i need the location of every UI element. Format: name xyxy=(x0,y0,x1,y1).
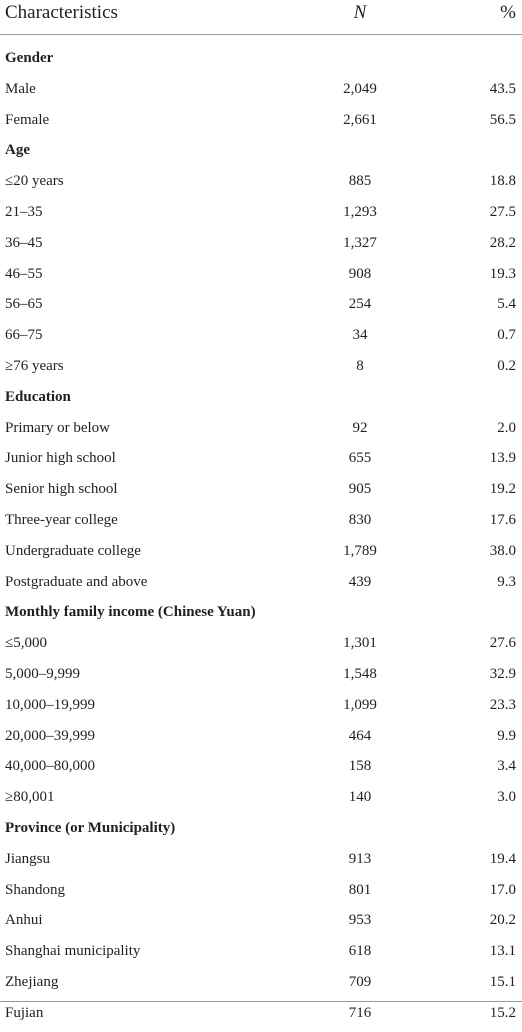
section-heading-row xyxy=(0,385,522,416)
row-label: Junior high school xyxy=(5,450,116,467)
row-percent-value: 15.1 xyxy=(489,973,516,990)
table-row xyxy=(0,785,522,816)
table-row xyxy=(0,446,522,477)
row-n-value: 140 xyxy=(348,789,372,806)
row-percent-value: 19.2 xyxy=(489,481,516,498)
header-percent: % xyxy=(500,2,516,23)
row-percent-value: 20.2 xyxy=(489,912,516,929)
row-percent-value: 19.3 xyxy=(489,265,516,282)
row-n-value: 830 xyxy=(348,511,372,528)
row-percent-value: 0.2 xyxy=(497,357,516,374)
row-label: ≥80,001 xyxy=(5,789,55,806)
table-row xyxy=(0,970,522,1001)
table-row xyxy=(0,77,522,108)
table-row xyxy=(0,200,522,231)
row-n-value: 1,301 xyxy=(343,635,377,652)
row-n-value: 464 xyxy=(348,727,372,744)
row-n-value: 801 xyxy=(348,881,372,898)
section-label: Province (or Municipality) xyxy=(5,819,176,836)
row-label: 10,000–19,999 xyxy=(5,696,95,713)
row-n-value: 709 xyxy=(348,973,372,990)
row-n-value: 1,789 xyxy=(343,542,377,559)
row-label: Senior high school xyxy=(5,481,118,498)
table-row xyxy=(0,878,522,909)
section-label: Monthly family income (Chinese Yuan) xyxy=(5,604,256,621)
row-n-value: 8 xyxy=(356,357,364,374)
row-label: 36–45 xyxy=(5,234,43,251)
row-percent-value: 0.7 xyxy=(497,327,516,344)
row-n-value: 618 xyxy=(348,943,372,960)
table-row xyxy=(0,754,522,785)
row-percent-value: 28.2 xyxy=(489,234,516,251)
section-heading-row xyxy=(0,138,522,169)
row-n-value: 158 xyxy=(348,758,372,775)
row-n-value: 953 xyxy=(348,912,372,929)
row-label: 21–35 xyxy=(5,203,43,220)
row-n-value: 1,099 xyxy=(343,696,377,713)
table-row xyxy=(0,1001,522,1032)
section-label: Gender xyxy=(5,50,54,66)
row-percent-value: 18.8 xyxy=(489,173,516,190)
row-n-value: 34 xyxy=(352,327,368,344)
row-label: 20,000–39,999 xyxy=(5,727,95,744)
row-n-value: 2,661 xyxy=(343,111,377,128)
row-label: 46–55 xyxy=(5,265,43,282)
row-percent-value: 17.6 xyxy=(489,511,516,528)
row-percent-value: 23.3 xyxy=(489,696,516,713)
table-row xyxy=(0,169,522,200)
row-label: ≤20 years xyxy=(5,173,64,190)
row-n-value: 908 xyxy=(348,265,372,282)
row-percent-value: 27.5 xyxy=(489,203,516,220)
header-divider xyxy=(0,34,522,35)
table-row xyxy=(0,847,522,878)
row-label: Shandong xyxy=(5,881,65,898)
table-row xyxy=(0,662,522,693)
row-percent-value: 9.9 xyxy=(497,727,516,744)
row-label: Undergraduate college xyxy=(5,542,141,559)
section-label: Education xyxy=(5,388,71,405)
row-label: 40,000–80,000 xyxy=(5,758,95,775)
row-percent-value: 3.4 xyxy=(497,758,516,775)
table-bottom-rule xyxy=(0,1001,522,1002)
row-n-value: 1,548 xyxy=(343,665,377,682)
row-label: 66–75 xyxy=(5,327,43,344)
row-n-value: 254 xyxy=(348,296,372,313)
row-label: Primary or below xyxy=(5,419,110,436)
table-header xyxy=(0,0,522,34)
row-label: Fujian xyxy=(5,1004,44,1021)
row-n-value: 913 xyxy=(348,850,372,867)
table-row xyxy=(0,323,522,354)
table-row xyxy=(0,693,522,724)
row-percent-value: 13.9 xyxy=(489,450,516,467)
table-row xyxy=(0,570,522,601)
table-row xyxy=(0,354,522,385)
table-body xyxy=(0,46,522,1032)
table-row xyxy=(0,108,522,139)
row-label: Shanghai municipality xyxy=(5,943,141,960)
table-row xyxy=(0,539,522,570)
row-label: Anhui xyxy=(5,912,43,929)
row-label: 5,000–9,999 xyxy=(5,665,80,682)
row-percent-value: 5.4 xyxy=(497,296,516,313)
row-label: Jiangsu xyxy=(5,850,50,867)
row-label: Female xyxy=(5,111,50,128)
row-percent-value: 2.0 xyxy=(497,419,516,436)
row-percent-value: 32.9 xyxy=(489,665,516,682)
row-label: ≥76 years xyxy=(5,357,64,374)
row-label: 56–65 xyxy=(5,296,43,313)
row-percent-value: 43.5 xyxy=(489,80,516,97)
section-heading-row xyxy=(0,600,522,631)
row-percent-value: 15.2 xyxy=(489,1004,516,1021)
row-n-value: 716 xyxy=(348,1004,372,1021)
row-percent-value: 19.4 xyxy=(489,850,516,867)
row-n-value: 1,293 xyxy=(343,203,377,220)
header-characteristics: Characteristics xyxy=(5,2,118,23)
header-n: N xyxy=(353,2,367,23)
row-percent-value: 27.6 xyxy=(489,635,516,652)
table-row xyxy=(0,908,522,939)
table-row xyxy=(0,292,522,323)
table-row xyxy=(0,939,522,970)
row-label: Male xyxy=(5,80,36,97)
row-label: Zhejiang xyxy=(5,973,59,990)
table-row xyxy=(0,262,522,293)
table-row xyxy=(0,508,522,539)
table-row xyxy=(0,231,522,262)
row-percent-value: 3.0 xyxy=(497,789,516,806)
row-percent-value: 17.0 xyxy=(489,881,516,898)
section-label: Age xyxy=(5,142,30,159)
table-row xyxy=(0,416,522,447)
row-n-value: 92 xyxy=(352,419,368,436)
row-n-value: 2,049 xyxy=(343,80,377,97)
table-row xyxy=(0,477,522,508)
row-label: ≤5,000 xyxy=(5,635,47,652)
table-row xyxy=(0,724,522,755)
row-percent-value: 56.5 xyxy=(489,111,516,128)
row-percent-value: 38.0 xyxy=(489,542,516,559)
row-n-value: 439 xyxy=(348,573,372,590)
section-heading-row xyxy=(0,816,522,847)
row-label: Three-year college xyxy=(5,511,118,528)
row-n-value: 655 xyxy=(348,450,372,467)
row-percent-value: 13.1 xyxy=(489,943,516,960)
row-label: Postgraduate and above xyxy=(5,573,148,590)
table-row xyxy=(0,631,522,662)
row-percent-value: 9.3 xyxy=(497,573,516,590)
section-heading-row xyxy=(0,46,522,77)
row-n-value: 1,327 xyxy=(343,234,377,251)
row-n-value: 905 xyxy=(348,481,372,498)
row-n-value: 885 xyxy=(348,173,372,190)
